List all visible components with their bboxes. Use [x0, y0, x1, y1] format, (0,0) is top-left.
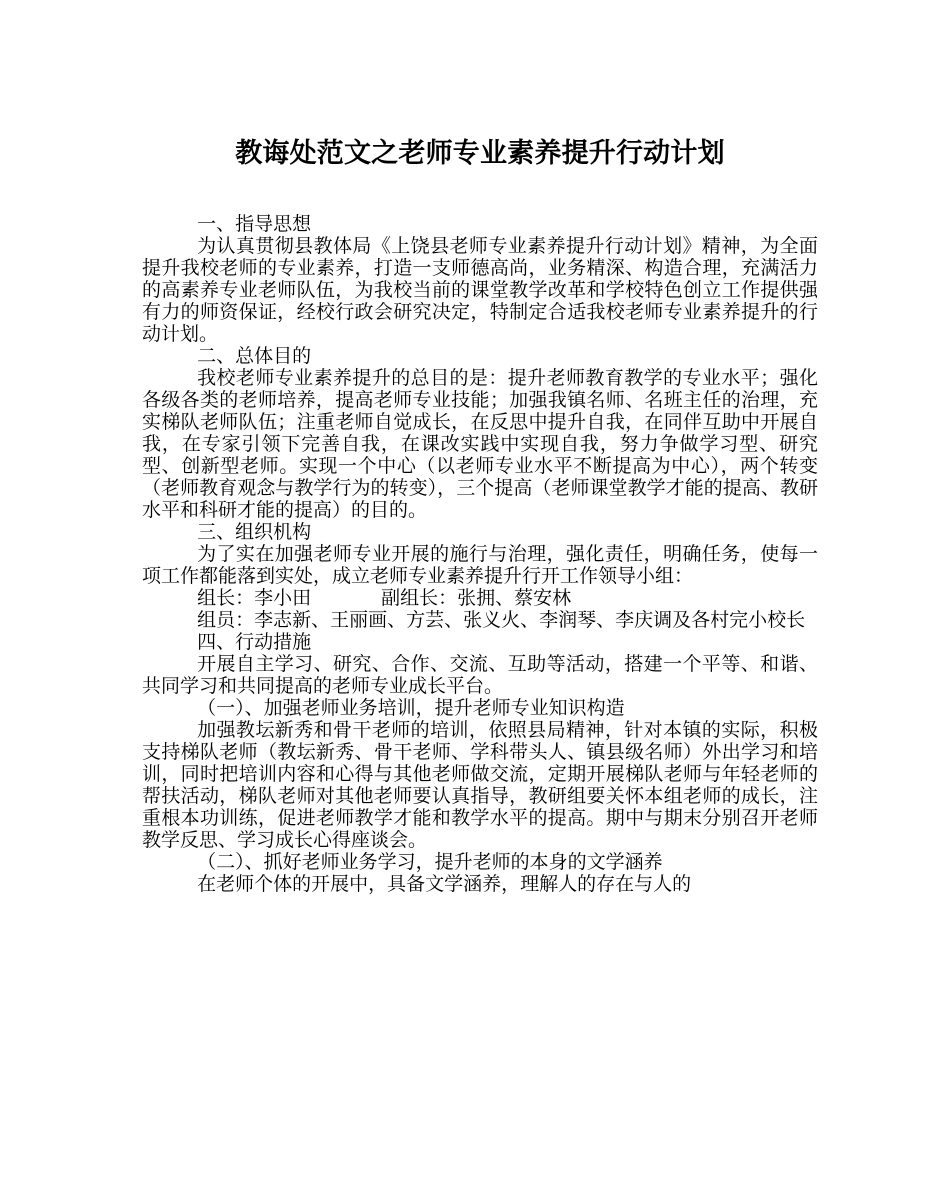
subsection-heading-training: （一）、加强老师业务培训，提升老师专业知识构造 — [197, 697, 625, 719]
document-body — [142, 213, 818, 895]
document-title: 教诲处范文之老师专业素养提升行动计划 — [235, 138, 725, 169]
deputy-leader: 副组长：张拥、蔡安林 — [381, 587, 572, 609]
subsection-heading-study: （二）、抓好老师业务学习，提升老师的本身的文学涵养 — [197, 851, 663, 873]
paragraph-organization: 为了实在加强老师专业开展的施行与治理，强化责任，明确任务，使每一项工作都能落到实处，成立老师专业素养提升行开工作领导小组： — [142, 543, 818, 587]
paragraph-measures: 开展自主学习、研究、合作、交流、互助等活动，搭建一个平等、和谐、共同学习和共同提高的老师专业成长平台。 — [142, 653, 818, 697]
document-page — [142, 0, 818, 895]
group-leader: 组长：李小田 — [197, 587, 312, 609]
section-heading-guiding-thought: 一、指导思想 — [197, 213, 312, 235]
section-heading-overall-goal: 二、总体目的 — [197, 345, 312, 367]
paragraph-training: 加强教坛新秀和骨干老师的培训，依照县局精神，针对本镇的实际，积极支持梯队老师（教坛新秀、骨干老师、学科带头人、镇县级名师）外出学习和培训，同时把培训内容和心得与其他老师做交流，定期开展梯队老师与年轻老师的帮扶活动，梯队老师对其他老师要认真指导，教研组要关怀本组老师的成长，注重根本功训练，促进老师教学才能和教学水平的提高。期中与期末分别召开老师教学反思、学习成长心得座谈会。 — [142, 719, 818, 851]
section-heading-measures: 四、行动措施 — [197, 631, 312, 653]
group-members: 组员：李志新、王丽画、方芸、张义火、李润琴、李庆调及各村完小校长 — [197, 609, 806, 631]
paragraph-study: 在老师个体的开展中，具备文学涵养，理解人的存在与人的 — [197, 873, 692, 895]
leaders-line — [142, 587, 818, 609]
paragraph-guiding-thought: 为认真贯彻县教体局《上饶县老师专业素养提升行动计划》精神，为全面提升我校老师的专业素养，打造一支师德高尚，业务精深、构造合理，充满活力的高素养专业老师队伍，为我校当前的课堂教学改革和学校特色创立工作提供强有力的师资保证，经校行政会研究决定，特制定合适我校老师专业素养提升的行动计划。 — [142, 235, 818, 345]
section-heading-organization: 三、组织机构 — [197, 521, 312, 543]
paragraph-overall-goal: 我校老师专业素养提升的总目的是：提升老师教育教学的专业水平；强化各级各类的老师培养，提高老师专业技能；加强我镇名师、名班主任的治理，充实梯队老师队伍；注重老师自觉成长，在反思中提升自我，在同伴互助中开展自我，在专家引领下完善自我，在课改实践中实现自我，努力争做学习型、研究型、创新型老师。实现一个中心（以老师专业水平不断提高为中心），两个转变（老师教育观念与教学行为的转变），三个提高（老师课堂教学才能的提高、教研水平和科研才能的提高）的目的。 — [142, 367, 818, 521]
